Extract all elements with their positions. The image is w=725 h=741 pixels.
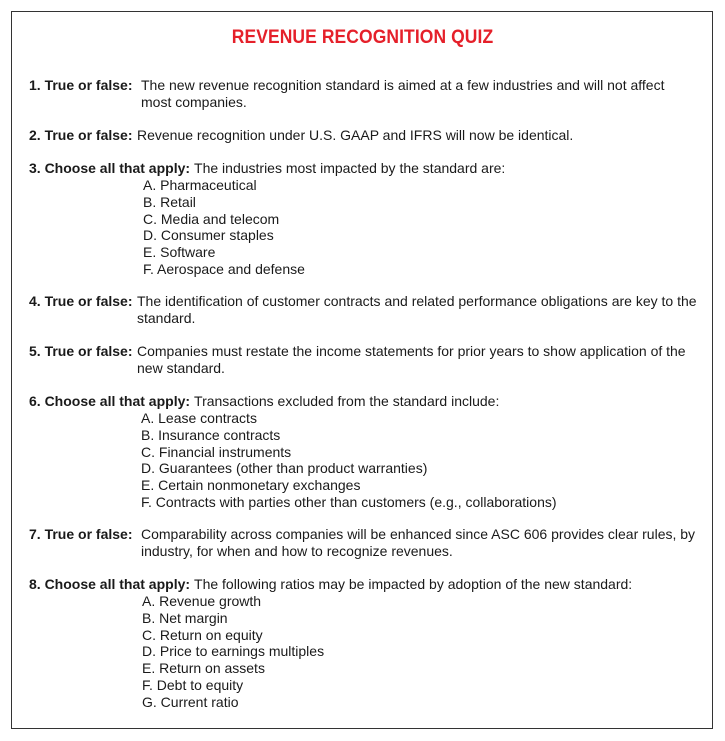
option-item: A. Pharmaceutical — [143, 177, 257, 193]
option-item: D. Consumer staples — [143, 227, 274, 244]
option-item: D. Price to earnings multiples — [142, 643, 325, 660]
question-6 — [29, 393, 697, 511]
option-item: F. Contracts with parties other than customers (e.g., collaborations) — [141, 493, 557, 510]
question-prefix: 1. True or false: — [29, 77, 133, 93]
question-prefix: 8. Choose all that apply: — [29, 576, 191, 592]
question-7 — [29, 526, 697, 560]
option-item: C. Media and telecom — [143, 210, 280, 227]
option-item: A. Revenue growth — [142, 593, 262, 609]
question-text: Revenue recognition under U.S. GAAP and IFRS will now be identical. — [137, 127, 574, 143]
option-item: B. Insurance contracts — [141, 426, 281, 443]
option-item: E. Return on assets — [142, 660, 265, 677]
question-prefix: 3. Choose all that apply: — [29, 160, 191, 176]
question-prefix: 7. True or false: — [29, 526, 133, 542]
options-list — [143, 177, 697, 278]
option-item: F. Debt to equity — [142, 676, 244, 693]
question-text: Transactions excluded from the standard include: — [194, 393, 500, 409]
option-item: B. Retail — [143, 193, 196, 210]
options-list — [142, 593, 697, 711]
question-text: The industries most impacted by the standard are: — [194, 160, 506, 176]
question-text: Comparability across companies will be enhanced since ASC 606 provides clear rules, by industry, for when and how to recognize revenues. — [141, 526, 696, 559]
question-3 — [29, 160, 697, 278]
option-item: E. Certain nonmonetary exchanges — [141, 477, 361, 494]
question-1 — [29, 77, 697, 111]
question-text: The following ratios may be impacted by adoption of the new standard: — [194, 576, 633, 592]
option-item: A. Lease contracts — [141, 410, 257, 426]
question-5 — [29, 343, 697, 377]
option-item: D. Guarantees (other than product warranties) — [141, 460, 428, 477]
question-prefix: 2. True or false: — [29, 127, 133, 143]
quiz-title: REVENUE RECOGNITION QUIZ — [231, 27, 494, 48]
option-item: B. Net margin — [142, 609, 228, 626]
option-item: C. Financial instruments — [141, 443, 292, 460]
options-list — [141, 410, 697, 511]
option-item: C. Return on equity — [142, 626, 263, 643]
question-text: Companies must restate the income statements for prior years to show application of the new standard. — [137, 343, 686, 376]
question-text: The new revenue recognition standard is aimed at a few industries and will not affect most companies. — [141, 77, 665, 110]
question-prefix: 4. True or false: — [29, 293, 133, 309]
question-prefix: 6. Choose all that apply: — [29, 393, 191, 409]
option-item: F. Aerospace and defense — [143, 260, 305, 277]
question-4 — [29, 293, 697, 327]
question-text: The identification of customer contracts and related performance obligations are key to the standard. — [137, 293, 697, 326]
question-2 — [29, 127, 697, 144]
question-prefix: 5. True or false: — [29, 343, 133, 359]
question-8 — [29, 576, 697, 711]
option-item: G. Current ratio — [142, 693, 239, 710]
option-item: E. Software — [143, 244, 216, 261]
